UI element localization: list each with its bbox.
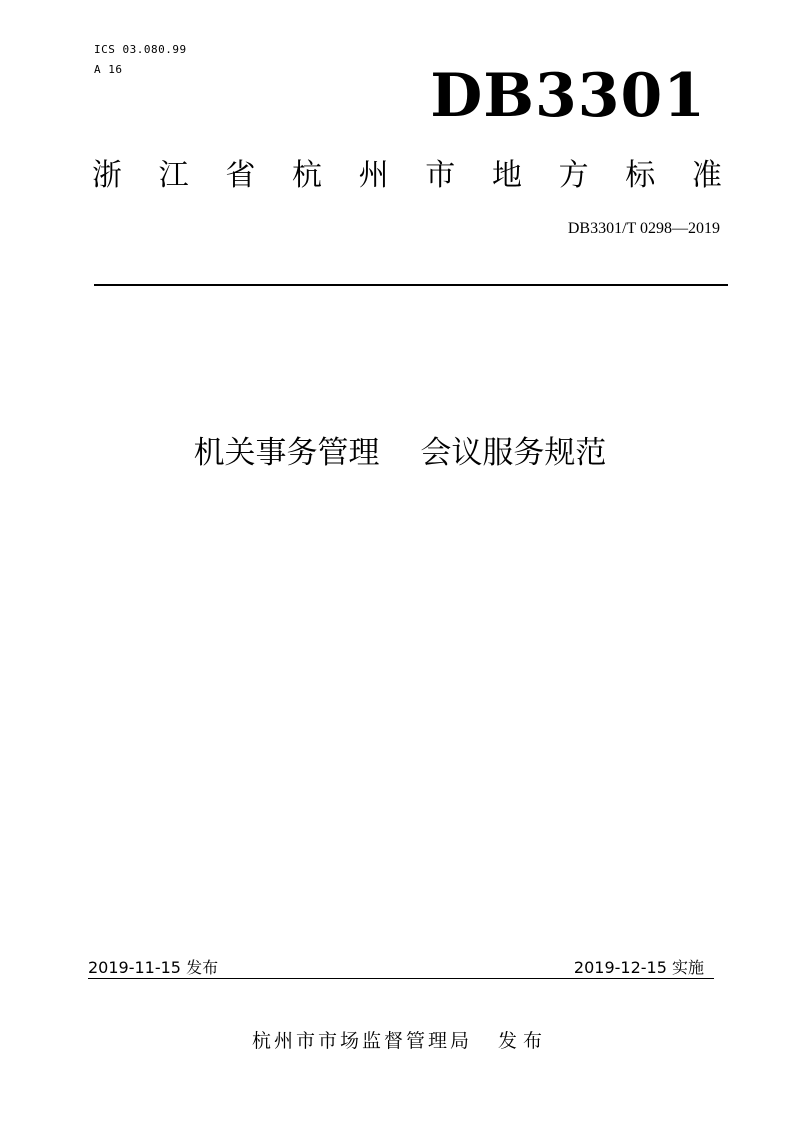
ccs-code: A 16 xyxy=(94,63,123,76)
standard-type-char: 市 xyxy=(425,158,456,193)
document-title: 机关事务管理 会议服务规范 xyxy=(193,435,607,471)
release-date: 2019-11-15 发布 xyxy=(88,958,219,977)
standard-type-char: 省 xyxy=(225,158,256,193)
issuing-action: 发布 xyxy=(498,1030,549,1052)
standard-type-char: 杭 xyxy=(291,158,322,193)
standard-logo: DB3301 xyxy=(430,61,706,131)
standard-type-char: 准 xyxy=(691,158,722,193)
ics-code: ICS 03.080.99 xyxy=(94,43,187,56)
standard-type-char: 地 xyxy=(491,158,522,193)
footer-divider xyxy=(88,978,714,979)
header-divider xyxy=(94,284,728,286)
standard-type-char: 浙 xyxy=(92,158,122,193)
standard-type-char: 州 xyxy=(358,158,389,193)
standard-type-char: 标 xyxy=(625,158,656,193)
standard-type-char: 江 xyxy=(158,158,189,193)
standard-type-heading xyxy=(92,154,722,198)
implementation-date: 2019-12-15 实施 xyxy=(573,958,704,977)
standard-number: DB3301/T 0298—2019 xyxy=(567,220,720,237)
classification-codes xyxy=(94,40,187,80)
issuing-organization: 杭州市市场监督管理局 xyxy=(251,1030,472,1052)
standard-type-char: 方 xyxy=(558,158,589,193)
issuer-line xyxy=(0,1028,800,1054)
